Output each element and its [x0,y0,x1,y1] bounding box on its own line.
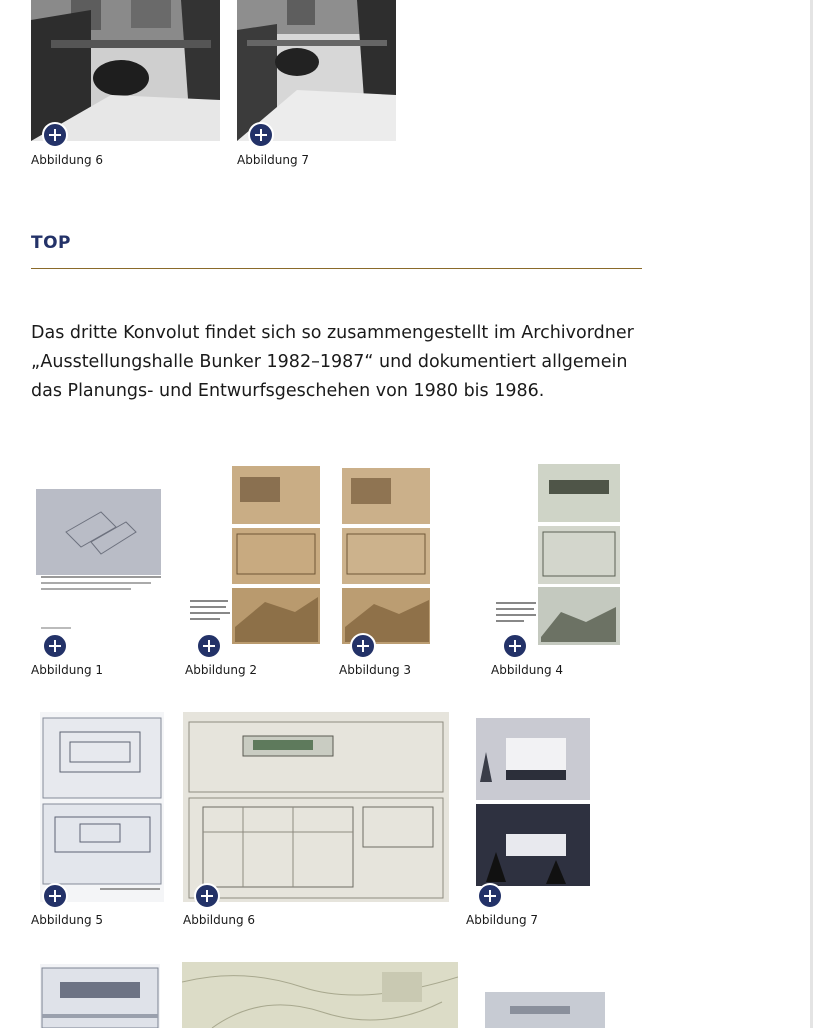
expand-plus-icon[interactable] [196,633,222,659]
expand-plus-icon[interactable] [42,633,68,659]
section-divider [31,268,642,269]
gallery-image[interactable] [185,462,322,646]
gallery-image[interactable] [40,964,160,1028]
expand-plus-icon[interactable] [42,883,68,909]
gallery-image[interactable] [40,712,164,902]
figure-caption: Abbildung 2 [185,663,258,677]
gallery-image[interactable] [31,0,220,141]
figure-caption: Abbildung 4 [491,663,564,677]
gallery-image[interactable] [237,0,396,141]
gallery-image[interactable] [466,712,594,902]
figure-caption: Abbildung 1 [31,663,104,677]
expand-plus-icon[interactable] [502,633,528,659]
figure-caption: Abbildung 5 [31,913,104,927]
gallery-image[interactable] [183,712,449,902]
figure-caption: Abbildung 3 [339,663,412,677]
figure-caption: Abbildung 7 [237,153,310,167]
figure-caption: Abbildung 6 [183,913,256,927]
section-paragraph: Das dritte Konvolut findet sich so zusammengestellt im Archivordner „Ausstellungshalle Bunker 1982–1987“ und dokumentiert allgemein das Planungs- und Entwurfsgeschehen von 1980 bis 1986. [31,323,634,401]
gallery-image[interactable] [480,962,615,1028]
gallery-image[interactable] [339,462,433,646]
expand-plus-icon[interactable] [42,122,68,148]
gallery-image[interactable] [491,462,624,646]
figure-caption: Abbildung 6 [31,153,104,167]
expand-plus-icon[interactable] [194,883,220,909]
expand-plus-icon[interactable] [477,883,503,909]
figure-caption: Abbildung 7 [466,913,539,927]
gallery-image[interactable] [31,462,165,634]
gallery-image[interactable] [182,962,458,1028]
expand-plus-icon[interactable] [350,633,376,659]
expand-plus-icon[interactable] [248,122,274,148]
back-to-top-link[interactable]: TOP [31,233,72,253]
